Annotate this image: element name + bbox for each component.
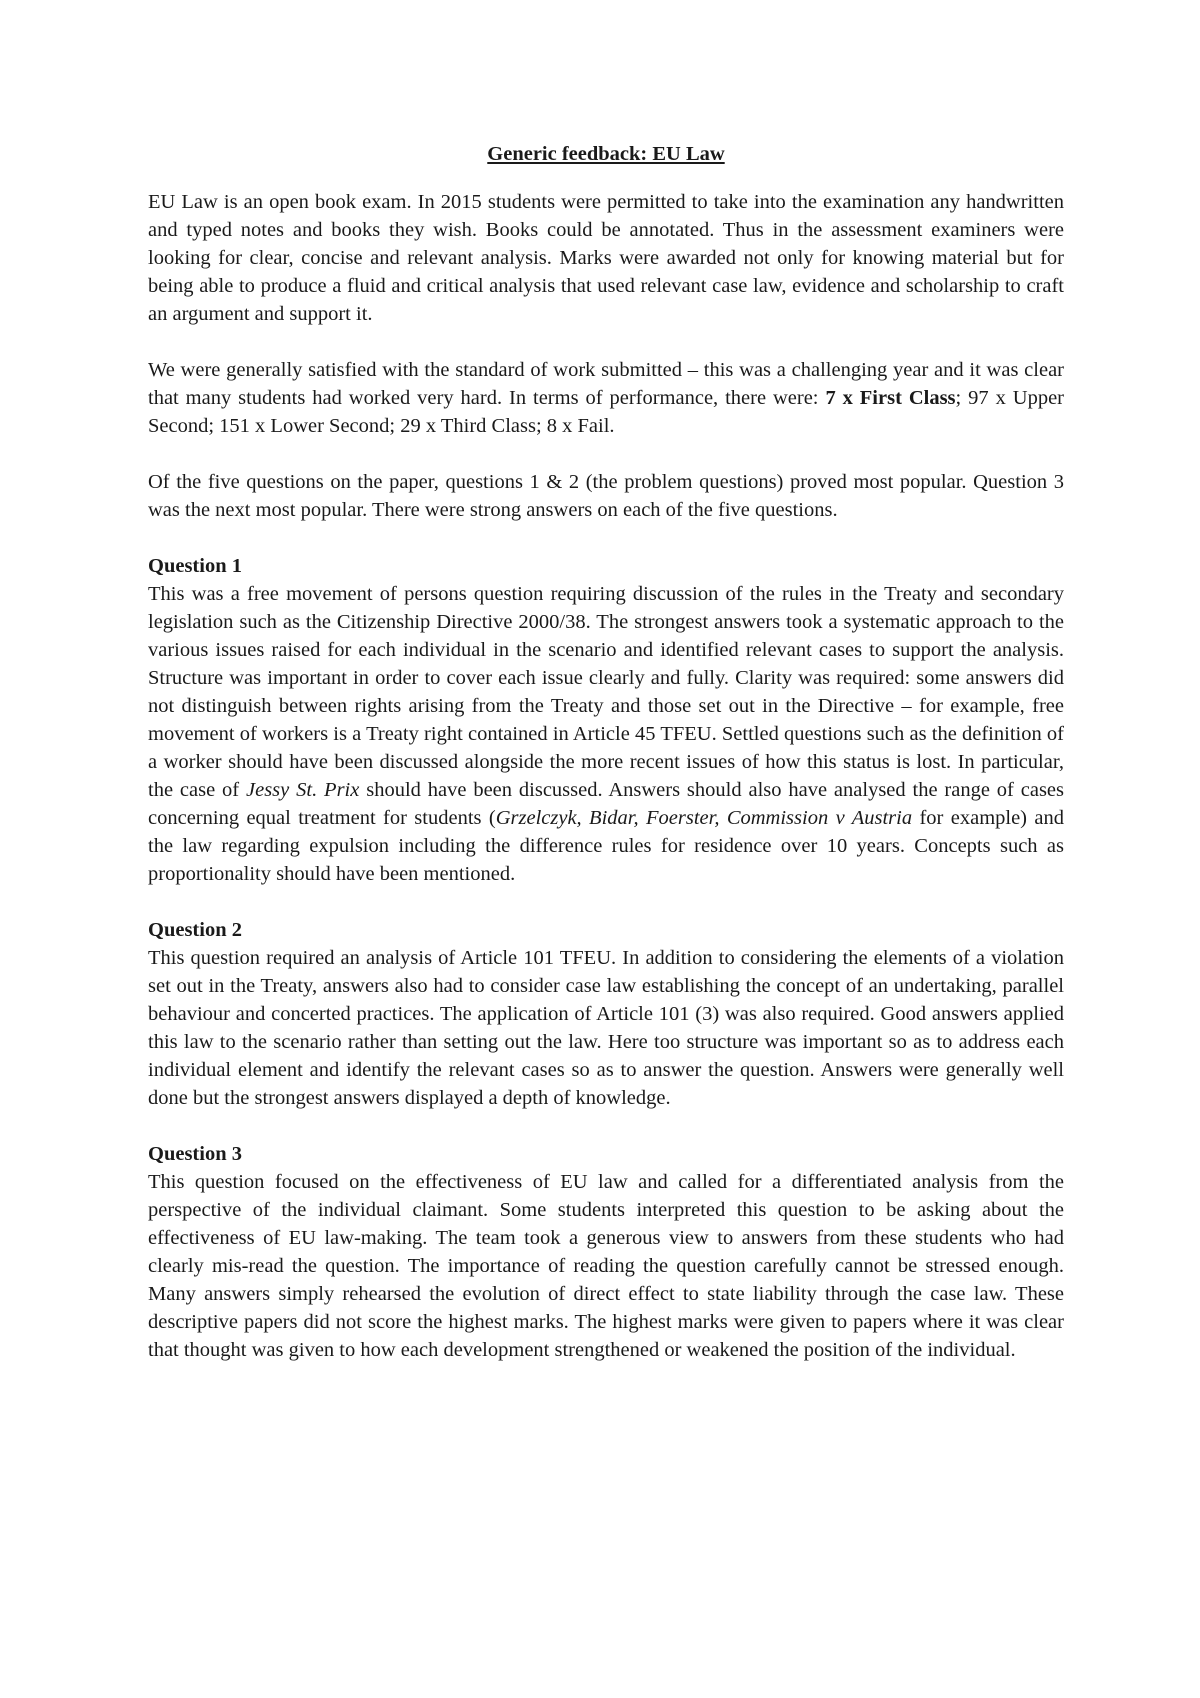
intro-paragraph-3: Of the five questions on the paper, questions 1 & 2 (the problem questions) proved most popular. Question 3 was the next most popular. There were strong answers on each of the five questions.: [148, 471, 1064, 521]
question-1-text: [148, 580, 1064, 888]
intro-p2-text-start: We were generally satisfied with the standard of work submitted – this was a challenging year and it was clear that many students had worked very hard. In terms of performance, there were:: [148, 359, 1064, 409]
q1-text-part-1: This was a free movement of persons question requiring discussion of the rules in the Treaty and secondary legislation such as the Citizenship Directive 2000/38. The strongest answers took a systematic approach to the various issues raised for each individual in the scenario and identified relevant cases to support the analysis. Structure was important in order to cover each issue clearly and fully. Clarity was required: some answers did not distinguish between rights arising from the Treaty and those set out in the Directive – for example, free movement of workers is a Treaty right contained in Article 45 TFEU. Settled questions such as the definition of a worker should have been discussed alongside the more recent issues of how this status is lost. In particular, the case of: [148, 583, 1064, 801]
question-1-heading: Question 1: [148, 555, 242, 577]
q1-text-part-3: for example) and the law regarding expulsion including the difference rules for residence over 10 years. Concepts such as proportionality should have been mentioned.: [148, 807, 1064, 885]
intro-p2-text-end: ; 97 x Upper Second; 151 x Lower Second; 29 x Third Class; 8 x Fail.: [148, 387, 1064, 437]
case-name-jessy-st-prix: Jessy St. Prix: [246, 779, 360, 801]
intro-paragraph-1: EU Law is an open book exam. In 2015 students were permitted to take into the examination any handwritten and typed notes and books they wish. Books could be annotated. Thus in the assessment examiners were looking for clear, concise and relevant analysis. Marks were awarded not only for knowing material but for being able to produce a fluid and critical analysis that used relevant case law, evidence and scholarship to craft an argument and support it.: [148, 191, 1064, 325]
document-page: [148, 140, 1064, 1392]
first-class-count: 7 x First Class: [825, 387, 956, 409]
q1-text-part-2: should have been discussed. Answers should also have analysed the range of cases concerning equal treatment for students (: [148, 779, 1065, 829]
question-2-text: This question required an analysis of Article 101 TFEU. In addition to considering the elements of a violation set out in the Treaty, answers also had to consider case law establishing the concept of an undertaking, parallel behaviour and concerted practices. The application of Article 101 (3) was also required. Good answers applied this law to the scenario rather than setting out the law. Here too structure was important so as to address each individual element and identify the relevant cases so as to answer the question. Answers were generally well done but the strongest answers displayed a depth of knowledge.: [148, 947, 1064, 1109]
case-names-students: Grzelczyk, Bidar, Foerster, Commission v Austria: [495, 807, 913, 829]
question-3-heading: Question 3: [148, 1143, 242, 1165]
question-3-text: This question focused on the effectiveness of EU law and called for a differentiated analysis from the perspective of the individual claimant. Some students interpreted this question to be asking about the effectiveness of EU law-making. The team took a generous view to answers from these students who had clearly mis-read the question. The importance of reading the question carefully cannot be stressed enough. Many answers simply rehearsed the evolution of direct effect to state liability through the case law. These descriptive papers did not score the highest marks. The highest marks were given to papers where it was clear that thought was given to how each development strengthened or weakened the position of the individual.: [148, 1171, 1064, 1361]
intro-paragraph-2: [148, 356, 1064, 440]
question-2-heading: Question 2: [148, 919, 242, 941]
document-title: Generic feedback: EU Law: [487, 143, 725, 165]
